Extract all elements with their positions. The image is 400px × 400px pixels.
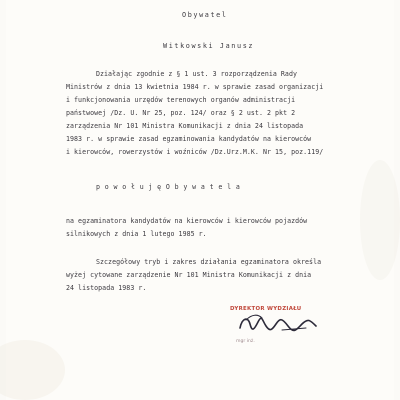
paper-sheet [6,0,394,400]
body-line-3: i funkcjonowania urzędów terenowych organów administracji [66,96,296,104]
body-line-7: i kierowców, rowerzystów i woźniców /Dz.Urz.M.K. Nr 15, poz.119/ [66,148,324,156]
body-line-5: zarządzenia Nr 101 Ministra Komunikacji z dnia 24 listopada [66,122,304,130]
body-line-6: 1983 r. w sprawie zasad egzaminowania kandydatów na kierowców [66,135,312,143]
details-line-1: Szczegółowy tryb i zakres działania egzaminatora określa [96,258,322,266]
body-line-4: państwowej /Dz. U. Nr 25, poz. 124/ oraz § 2 ust. 2 pkt 2 [66,109,296,117]
addressee-label: Obywatel [182,11,228,19]
director-stamp: DYREKTOR WYDZIAŁU [230,306,302,312]
signatory-name: mgr inż. [236,339,255,344]
addressee-name: Witkowski Janusz [163,42,255,50]
body-line-2: Ministrów z dnia 13 kwietnia 1984 r. w sprawie zasad organizacji [66,83,324,91]
appoint-line: p o w o ł u j ę O b y w a t e l a [96,183,241,191]
details-line-3: 24 listopada 1983 r. [66,284,147,292]
handwritten-signature [232,310,322,336]
faded-header-text [26,0,43,6]
body-line-1: Działając zgodnie z § 1 ust. 3 rozporządzenia Rady [96,70,297,78]
role-line-2: silnikowych z dnia 1 lutego 1985 r. [66,230,207,238]
role-line-1: na egzaminatora kandydatów na kierowców i kierowców pojazdów [66,217,308,225]
details-line-2: wyżej cytowane zarządzenie Nr 101 Ministra Komunikacji z dnia [66,271,312,279]
